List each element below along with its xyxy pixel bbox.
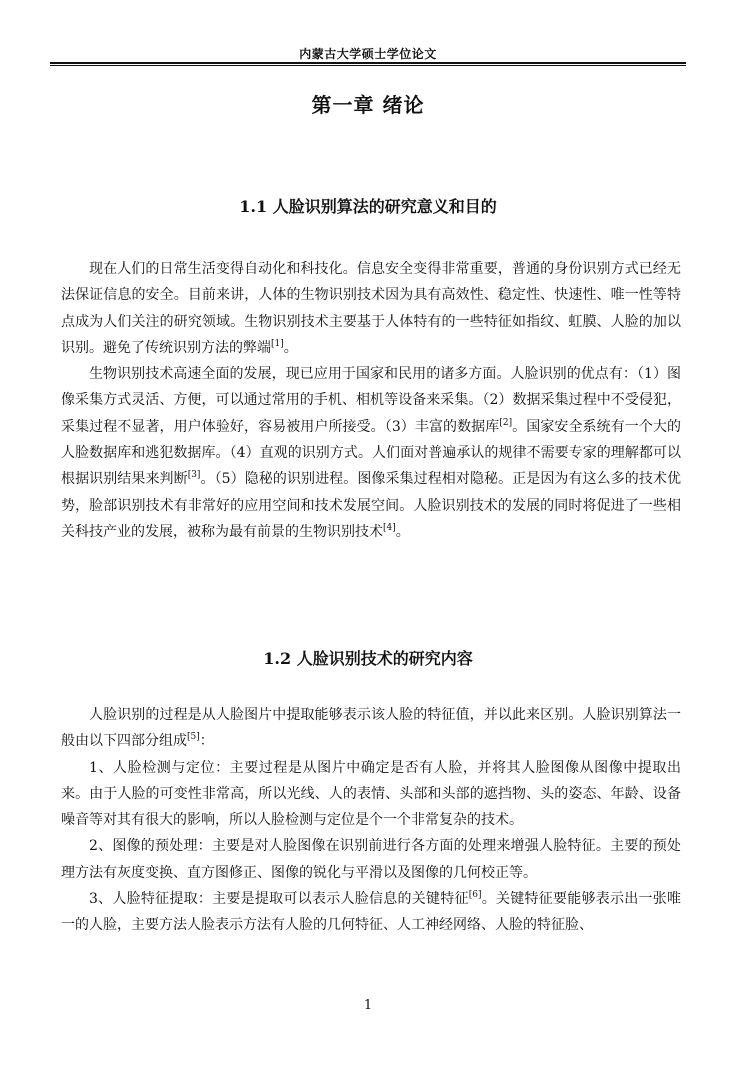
section-title-1-1: 1.1 人脸识别算法的研究意义和目的 — [239, 197, 497, 216]
paragraph: 1、人脸检测与定位：主要过程是从图片中确定是否有人脸，并将其人脸图像从图像中提取出来。由于人脸的可变性非常高，所以光线、人的表情、头部和头部的遮挡物、头的姿态、年龄、设备噪音等对其有很大的影响，所以人脸检测与定位是个一个非常复杂的技术。 — [61, 759, 681, 829]
page-number: 1 — [363, 998, 373, 1013]
citation: [6] — [468, 890, 482, 901]
header-rule-thin — [50, 65, 686, 66]
section-1-1-body — [61, 256, 681, 545]
section-1-2-body — [61, 702, 681, 939]
citation: [1] — [271, 338, 284, 349]
citation: [3] — [187, 470, 201, 481]
running-header: 内蒙古大学硕士学位论文 — [299, 47, 437, 61]
paragraph: 人脸识别的过程是从人脸图片中提取能够表示该人脸的特征值，并以此来区别。人脸识别算法一般由以下四部分组成[5]： — [61, 707, 681, 750]
paragraph: 2、图像的预处理：主要是对人脸图像在识别前进行各方面的处理来增强人脸特征。主要的预处理方法有灰度变换、直方图修正、图像的锐化与平滑以及图像的几何校正等。 — [61, 838, 681, 881]
chapter-title: 第一章 绪论 — [311, 93, 425, 117]
paragraph: 现在人们的日常生活变得自动化和科技化。信息安全变得非常重要，普通的身份识别方式已经无法保证信息的安全。目前来讲，人体的生物识别技术因为具有高效性、稳定性、快速性、唯一性等特点成为人们关注的研究领域。生物识别技术主要基于人体特有的一些特征如指纹、虹膜、人脸的加以识别。避免了传统识别方法的弊端[1]。 — [61, 261, 681, 356]
section-title-1-2: 1.2 人脸识别技术的研究内容 — [263, 649, 473, 668]
paragraph: 3、人脸特征提取：主要是提取可以表示人脸信息的关键特征[6]。关键特征要能够表示出一张唯一的人脸，主要方法人脸表示方法有人脸的几何特征、人工神经网络、人脸的特征脸、 — [61, 890, 682, 934]
header-rule — [50, 62, 686, 64]
paragraph: 生物识别技术高速全面的发展，现已应用于国家和民用的诸多方面。人脸识别的优点有：（1）图像采集方式灵活、方便，可以通过常用的手机、相机等设备来采集。（2）数据采集过程中不受侵犯，采集过程不显著，用户体验好，容易被用户所接受。（3）丰富的数据库[2]。国家安全系统有一个大的人脸数据库和逃犯数据库。（4）直观的识别方式。人们面对普遍承认的规律不需要专家的理解都可以根据识别结果来判断[3]。（5）隐秘的识别进程。图像采集过程相对隐秘。正是因为有这么多的技术优势，脸部识别技术有非常好的应用空间和技术发展空间。人脸识别技术的发展的同时将促进了一些相关科技产业的发展，被称为最有前景的生物识别技术[4]。 — [61, 366, 682, 540]
citation: [4] — [383, 522, 396, 533]
citation: [2] — [499, 417, 513, 428]
citation: [5] — [187, 732, 200, 743]
